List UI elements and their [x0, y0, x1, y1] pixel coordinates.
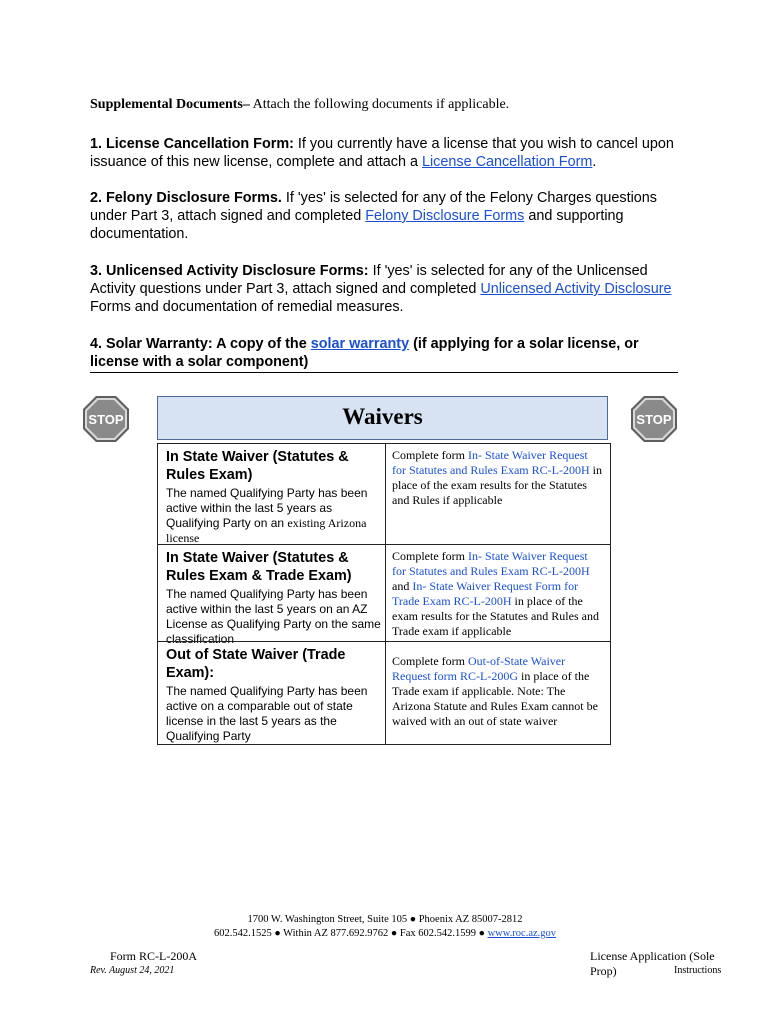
waiver-instruction-text: in place of the Trade exam if applicable. Note: The Arizona Statute and Rules Exam cannot be waived with an out of state waiver	[392, 669, 598, 728]
waivers-table	[157, 443, 611, 745]
waiver-instruction-text: in place of the exam results for the Statutes and Rules and Trade exam if applicable	[392, 594, 599, 638]
waivers-header: Waivers	[157, 396, 608, 440]
footer-phones-line	[0, 927, 770, 941]
solar-warranty-link[interactable]: solar warranty	[310, 336, 410, 352]
column-divider	[385, 642, 386, 745]
in-state-waiver-statutes-link[interactable]: In- State Waiver Request for Statutes and Rules Exam RC-L-200H	[392, 448, 590, 477]
unlicensed-activity-disclosure-link[interactable]: Unlicensed Activity Disclosure	[480, 281, 672, 297]
item-title: 2. Felony Disclosure Forms.	[90, 190, 282, 206]
waiver-instruction-text: Complete form	[392, 448, 468, 462]
footer-address: 1700 W. Washington Street, Suite 105 ● Phoenix AZ 85007-2812	[247, 914, 523, 925]
waiver-description: The named Qualifying Party has been active on a comparable out of state license in the last 5 years as the Qualifying Party	[166, 684, 368, 743]
item-solar-warranty	[90, 335, 690, 371]
out-of-state-waiver-link[interactable]: Out-of-State Waiver Request form RC-L-200G	[392, 654, 566, 683]
column-divider	[385, 444, 386, 544]
stop-sign-label: STOP	[636, 412, 672, 427]
item-text: If 'yes' is selected for any of the Felony Charges questions under Part 3, attach signed and completed	[90, 190, 657, 224]
waiver-right-cell	[392, 549, 604, 639]
supplemental-text: Attach the following documents if applicable.	[249, 97, 510, 112]
waiver-left-cell	[166, 549, 381, 647]
waiver-description: The named Qualifying Party has been active within the last 5 years on an AZ License as Qualifying Party on the same classification	[166, 587, 381, 646]
section-divider	[90, 372, 678, 373]
waiver-right-cell	[392, 448, 604, 508]
waiver-row	[158, 544, 610, 646]
license-cancellation-form-link[interactable]: License Cancellation Form	[421, 154, 593, 170]
item-text: If 'yes' is selected for any of the Unlicensed Activity questions under Part 3, attach signed and completed	[90, 263, 648, 297]
item-title: 1. License Cancellation Form:	[90, 136, 294, 152]
item-text-after: .	[592, 154, 597, 170]
item-title: 3. Unlicensed Activity Disclosure Forms:	[90, 263, 369, 279]
instructions-label: Instructions	[674, 965, 722, 976]
waiver-left-cell	[166, 646, 381, 744]
waiver-instruction-text: Complete form	[392, 654, 468, 668]
stop-sign-icon	[82, 395, 130, 443]
item-text-after: and supporting documentation.	[90, 208, 624, 242]
item-text: If you currently have a license that you wish to cancel upon issuance of this new license, complete and attach a	[90, 136, 674, 170]
footer-phones: 602.542.1525 ● Within AZ 877.692.9762 ● Fax 602.542.1599 ●	[213, 928, 488, 939]
waiver-right-cell	[392, 654, 604, 729]
item-felony-disclosure	[90, 189, 690, 243]
item-text-after: Forms and documentation of remedial measures.	[90, 299, 404, 315]
waiver-title: In State Waiver (Statutes & Rules Exam)	[166, 449, 349, 483]
website-link[interactable]: www.roc.az.gov	[487, 928, 557, 939]
item-text-after: (if applying for a solar license, or license with a solar component)	[90, 336, 639, 370]
revision-date: Rev. August 24, 2021	[90, 965, 175, 976]
application-title: License Application (Sole Prop)	[590, 949, 715, 978]
waiver-left-cell	[166, 448, 381, 546]
waiver-row	[158, 641, 610, 745]
waiver-instruction-text: and	[392, 579, 413, 593]
item-title: 4. Solar Warranty: A copy of the	[90, 336, 311, 352]
item-license-cancellation	[90, 135, 690, 171]
item-unlicensed-activity	[90, 262, 690, 316]
waiver-description: The named Qualifying Party has been active within the last 5 years as Qualifying Party on an existing Arizona license	[166, 486, 368, 545]
supplemental-heading: Supplemental Documents–	[90, 97, 250, 112]
stop-sign-label: STOP	[88, 412, 124, 427]
waiver-instruction-text: Complete form	[392, 549, 468, 563]
waiver-instruction-text: in place of the exam results for the Statutes and Rules if applicable	[392, 463, 602, 507]
form-code: Form RC-L-200A	[110, 949, 197, 963]
in-state-waiver-statutes-link[interactable]: In- State Waiver Request for Statutes and Rules Exam RC-L-200H	[392, 549, 590, 578]
waiver-title: In State Waiver (Statutes & Rules Exam & Trade Exam)	[166, 550, 352, 584]
column-divider	[385, 545, 386, 642]
supplemental-documents-line	[90, 97, 509, 113]
felony-disclosure-forms-link[interactable]: Felony Disclosure Forms	[365, 208, 525, 224]
stop-sign-icon	[630, 395, 678, 443]
footer-contact	[0, 913, 770, 941]
waiver-title: Out of State Waiver (Trade Exam):	[166, 647, 346, 681]
waiver-row	[158, 444, 610, 544]
in-state-waiver-trade-link[interactable]: In- State Waiver Request Form for Trade Exam RC-L-200H	[392, 579, 579, 608]
